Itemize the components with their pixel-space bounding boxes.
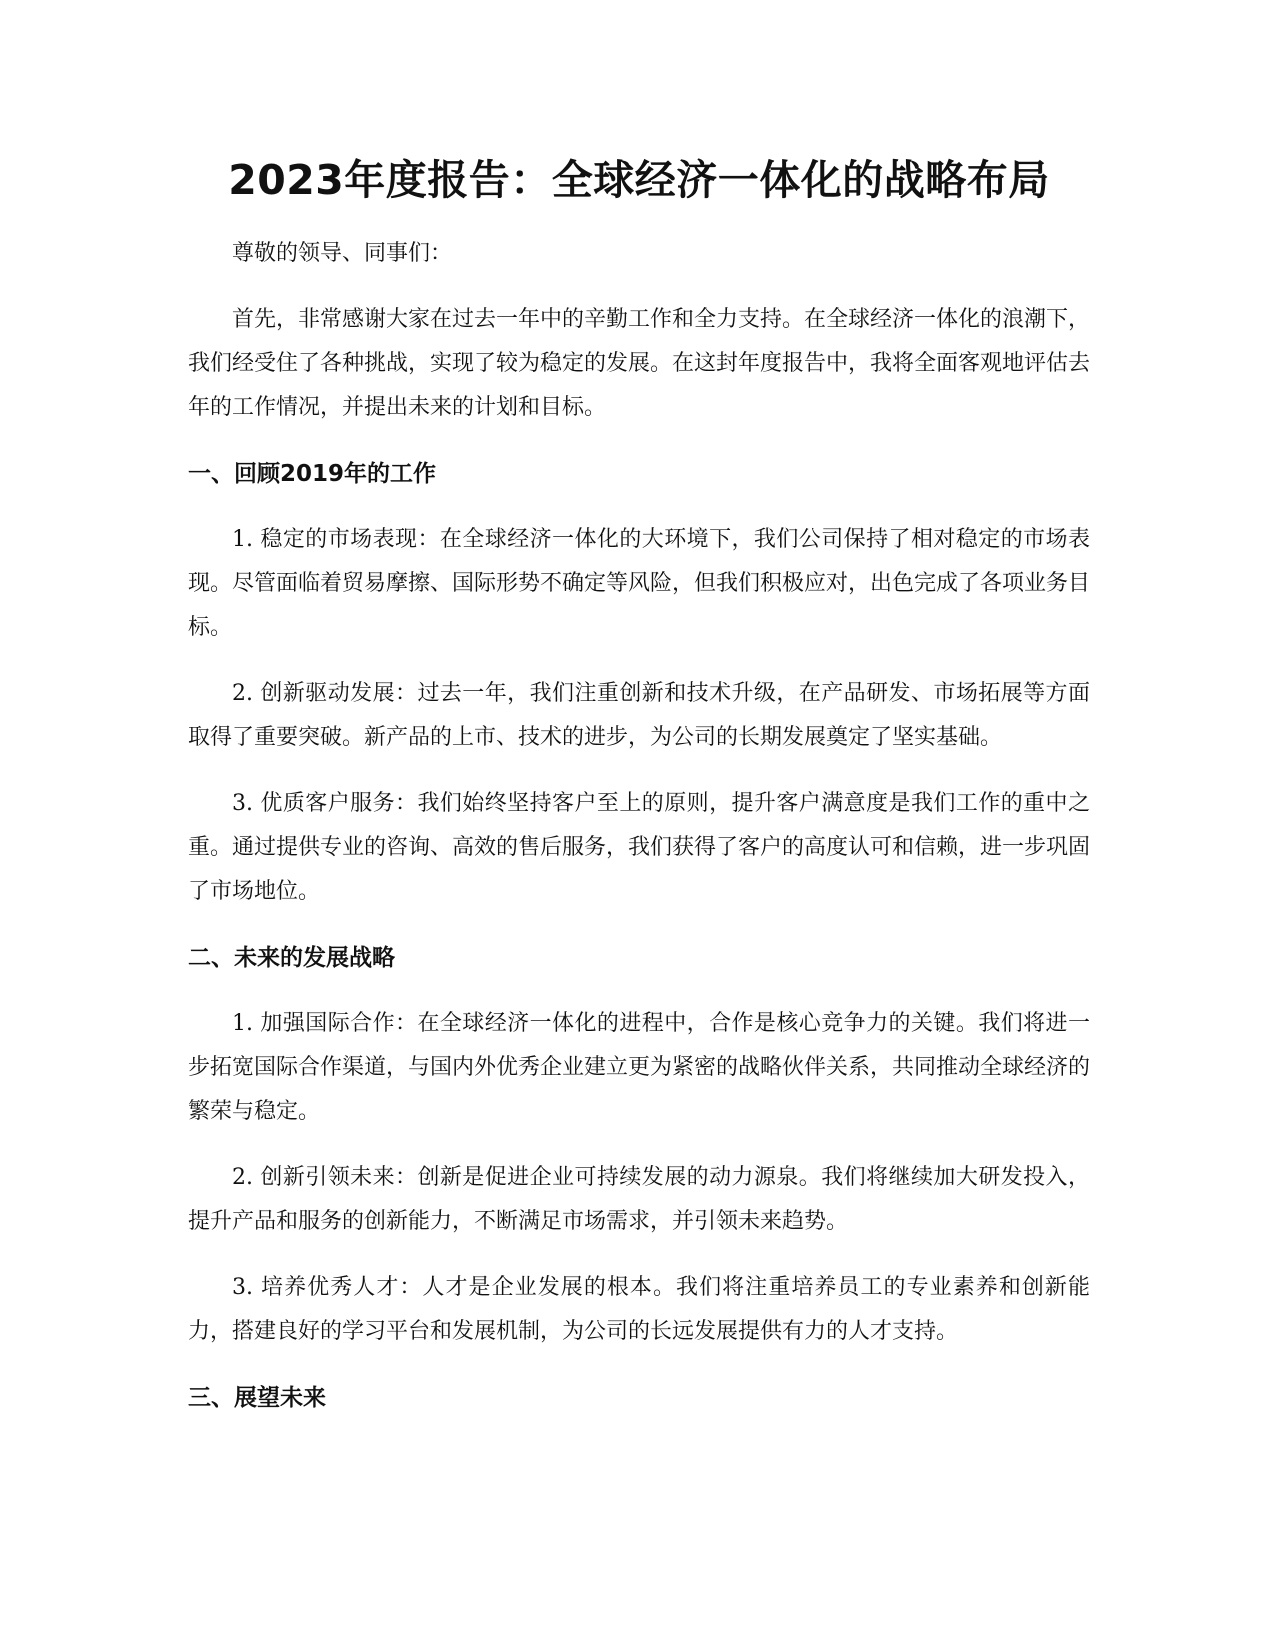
review-item-1: 1. 稳定的市场表现：在全球经济一体化的大环境下，我们公司保持了相对稳定的市场表现。尽管面临着贸易摩擦、国际形势不确定等风险，但我们积极应对，出色完成了各项业务目标。 bbox=[188, 527, 1091, 640]
strategy-item-1: 1. 加强国际合作：在全球经济一体化的进程中，合作是核心竞争力的关键。我们将进一步拓宽国际合作渠道，与国内外优秀企业建立更为紧密的战略伙伴关系，共同推动全球经济的繁荣与稳定。 bbox=[188, 1011, 1091, 1124]
strategy-item-3: 3. 培养优秀人才：人才是企业发展的根本。我们将注重培养员工的专业素养和创新能力，搭建良好的学习平台和发展机制，为公司的长远发展提供有力的人才支持。 bbox=[188, 1275, 1090, 1344]
document-body bbox=[188, 148, 1090, 1420]
review-item-2: 2. 创新驱动发展：过去一年，我们注重创新和技术升级，在产品研发、市场拓展等方面取得了重要突破。新产品的上市、技术的进步，为公司的长期发展奠定了坚实基础。 bbox=[188, 681, 1090, 750]
document-title: 2023年度报告：全球经济一体化的战略布局 bbox=[228, 156, 1050, 204]
section-heading-review: 一、回顾2019年的工作 bbox=[188, 461, 437, 487]
section-heading-outlook: 三、展望未来 bbox=[188, 1385, 326, 1411]
greeting: 尊敬的领导、同事们： bbox=[232, 241, 453, 266]
intro-paragraph: 首先，非常感谢大家在过去一年中的辛勤工作和全力支持。在全球经济一体化的浪潮下，我们经受住了各种挑战，实现了较为稳定的发展。在这封年度报告中，我将全面客观地评估去年的工作情况，并提出未来的计划和目标。 bbox=[188, 307, 1091, 420]
section-heading-strategy: 二、未来的发展战略 bbox=[188, 945, 395, 971]
strategy-item-2: 2. 创新引领未来：创新是促进企业可持续发展的动力源泉。我们将继续加大研发投入，提升产品和服务的创新能力，不断满足市场需求，并引领未来趋势。 bbox=[188, 1165, 1090, 1234]
review-item-3: 3. 优质客户服务：我们始终坚持客户至上的原则，提升客户满意度是我们工作的重中之重。通过提供专业的咨询、高效的售后服务，我们获得了客户的高度认可和信赖，进一步巩固了市场地位。 bbox=[188, 791, 1091, 904]
